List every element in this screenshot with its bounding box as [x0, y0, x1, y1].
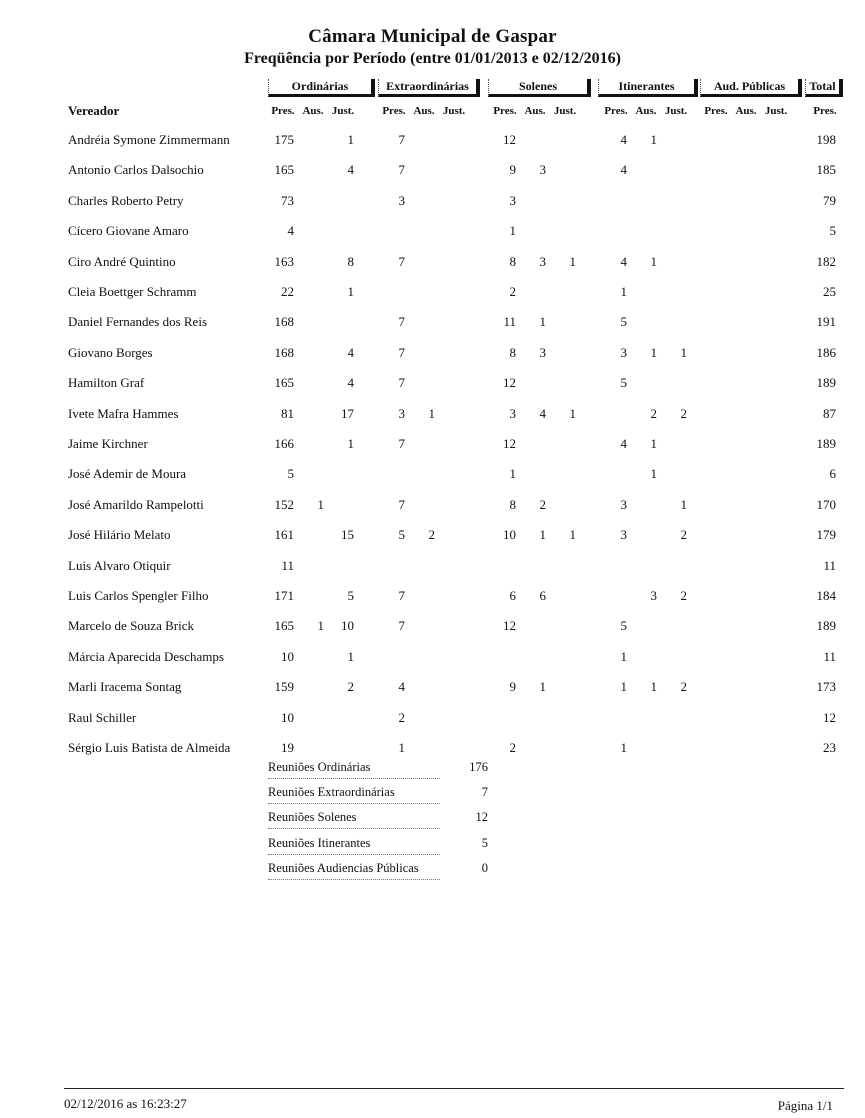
table-cell: 1 — [650, 679, 657, 695]
vereador-column-header: Vereador — [68, 103, 120, 118]
table-cell: 25 — [823, 284, 836, 299]
table-cell: 173 — [816, 679, 836, 695]
vereador-name: Marcelo de Souza Brick — [68, 618, 194, 634]
table-row — [0, 527, 865, 557]
table-cell: 11 — [281, 557, 294, 573]
table-cell: 3 — [620, 527, 627, 543]
table-cell: 4 — [287, 223, 294, 239]
table-cell: 163 — [274, 253, 294, 269]
table-cell: 6 — [539, 588, 546, 603]
subheader: Aus. — [302, 105, 324, 117]
table-cell: 159 — [274, 679, 294, 695]
table-cell: 165 — [274, 618, 294, 634]
table-cell: 8 — [509, 496, 516, 512]
table-cell: 7 — [398, 314, 405, 330]
table-cell: 1 — [569, 405, 576, 421]
table-row — [0, 618, 865, 648]
table-row — [0, 132, 865, 162]
table-cell: 2 — [398, 709, 405, 725]
table-cell: 73 — [281, 192, 294, 208]
table-row — [0, 254, 865, 284]
subheader: Pres. — [382, 105, 406, 117]
table-cell: 5 — [829, 223, 836, 239]
table-cell: 5 — [398, 527, 405, 543]
table-cell: 5 — [620, 375, 627, 391]
subheader: Just. — [442, 105, 466, 117]
subheader: Just. — [664, 105, 688, 117]
table-cell: 4 — [347, 344, 354, 360]
vereador-name: Ciro André Quintino — [68, 253, 176, 269]
vereador-name: Antonio Carlos Dalsochio — [68, 162, 204, 178]
table-cell: 1 — [620, 284, 627, 299]
table-row — [0, 406, 865, 436]
table-cell: 1 — [347, 436, 354, 451]
table-cell: 1 — [650, 132, 657, 147]
footer-divider — [64, 1088, 844, 1089]
table-cell: 171 — [274, 588, 294, 603]
vereador-name: Luis Carlos Spengler Filho — [68, 588, 209, 603]
vereador-name: Andréia Symone Zimmermann — [68, 132, 230, 147]
table-cell: 1 — [509, 223, 516, 239]
summary-row — [268, 861, 488, 883]
vereador-name: Raul Schiller — [68, 709, 137, 725]
vereador-name: José Amarildo Rampelotti — [68, 496, 204, 512]
table-cell: 4 — [539, 405, 546, 421]
table-cell: 1 — [509, 466, 516, 482]
table-cell: 1 — [317, 618, 324, 634]
table-cell: 8 — [509, 344, 516, 360]
summary-label: Reuniões Audiencias Públicas — [268, 861, 440, 880]
table-cell: 1 — [620, 679, 627, 695]
subheader: Pres. — [704, 105, 728, 117]
table-cell: 10 — [503, 527, 516, 543]
summary-label: Reuniões Ordinárias — [268, 760, 440, 779]
table-row — [0, 710, 865, 740]
table-cell: 23 — [823, 740, 836, 755]
table-cell: 15 — [341, 527, 354, 543]
report-title: Câmara Municipal de Gaspar — [308, 26, 557, 47]
table-cell: 2 — [680, 588, 687, 603]
table-cell: 2 — [347, 679, 354, 695]
table-cell: 7 — [398, 132, 405, 147]
table-cell: 7 — [398, 253, 405, 269]
table-cell: 79 — [823, 192, 836, 208]
vereador-name: Luis Alvaro Otiquir — [68, 557, 171, 573]
table-row — [0, 345, 865, 375]
table-cell: 198 — [816, 132, 836, 147]
table-cell: 179 — [816, 527, 836, 543]
vereador-name: Márcia Aparecida Deschamps — [68, 648, 224, 664]
table-cell: 9 — [509, 162, 516, 178]
table-cell: 191 — [816, 314, 836, 330]
table-cell: 3 — [539, 344, 546, 360]
group-header: Extraordinárias — [378, 79, 480, 97]
table-cell: 3 — [398, 405, 405, 421]
subheader: Pres. — [493, 105, 517, 117]
footer-timestamp: 02/12/2016 as 16:23:27 — [64, 1096, 187, 1111]
table-cell: 4 — [398, 679, 405, 695]
table-cell: 1 — [347, 648, 354, 664]
group-header: Aud. Públicas — [700, 79, 802, 97]
vereador-name: José Ademir de Moura — [68, 466, 187, 482]
table-cell: 8 — [509, 253, 516, 269]
table-cell: 1 — [347, 284, 354, 299]
table-cell: 2 — [539, 496, 546, 512]
table-cell: 12 — [503, 132, 516, 147]
table-cell: 2 — [650, 405, 657, 421]
subheader: Pres. — [271, 105, 295, 117]
summary-label: Reuniões Itinerantes — [268, 836, 440, 855]
table-cell: 1 — [650, 344, 657, 360]
table-cell: 12 — [503, 436, 516, 451]
table-cell: 11 — [823, 557, 836, 573]
table-cell: 10 — [341, 618, 354, 634]
vereador-name: Daniel Fernandes dos Reis — [68, 314, 208, 330]
table-cell: 189 — [816, 436, 836, 451]
table-cell: 3 — [398, 192, 405, 208]
summary-value: 7 — [481, 785, 488, 800]
table-cell: 2 — [509, 284, 516, 299]
table-cell: 5 — [620, 618, 627, 634]
table-cell: 166 — [274, 436, 294, 451]
table-cell: 165 — [274, 162, 294, 178]
vereador-name: Sérgio Luis Batista de Almeida — [68, 740, 231, 755]
table-cell: 2 — [680, 679, 687, 695]
table-row — [0, 284, 865, 314]
summary-row — [268, 810, 488, 832]
vereador-name: Giovano Borges — [68, 344, 153, 360]
table-cell: 1 — [650, 253, 657, 269]
table-cell: 3 — [539, 253, 546, 269]
table-cell: 3 — [650, 588, 657, 603]
table-cell: 168 — [274, 314, 294, 330]
table-row — [0, 497, 865, 527]
table-cell: 12 — [503, 375, 516, 391]
table-cell: 1 — [650, 466, 657, 482]
table-cell: 2 — [428, 527, 435, 543]
table-cell: 5 — [347, 588, 354, 603]
table-cell: 152 — [274, 496, 294, 512]
table-cell: 5 — [287, 466, 294, 482]
table-cell: 170 — [816, 496, 836, 512]
summary-label: Reuniões Solenes — [268, 810, 440, 829]
table-cell: 4 — [620, 436, 627, 451]
vereador-name: Cleia Boettger Schramm — [68, 284, 197, 299]
table-row — [0, 558, 865, 588]
table-cell: 1 — [569, 527, 576, 543]
table-cell: 3 — [620, 344, 627, 360]
table-cell: 87 — [823, 405, 836, 421]
table-row — [0, 162, 865, 192]
table-row — [0, 223, 865, 253]
table-cell: 5 — [620, 314, 627, 330]
table-cell: 2 — [509, 740, 516, 755]
table-cell: 1 — [620, 648, 627, 664]
table-cell: 184 — [816, 588, 836, 603]
vereador-name: Ivete Mafra Hammes — [68, 405, 179, 421]
table-cell: 11 — [503, 314, 516, 330]
table-cell: 4 — [620, 162, 627, 178]
subheader: Aus. — [735, 105, 757, 117]
summary-value: 0 — [481, 860, 488, 875]
table-cell: 11 — [823, 648, 836, 664]
table-cell: 81 — [281, 405, 294, 421]
table-cell: 1 — [428, 405, 435, 421]
table-cell: 7 — [398, 436, 405, 451]
table-row — [0, 679, 865, 709]
vereador-name: José Hilário Melato — [68, 527, 171, 543]
vereador-name: Marli Iracema Sontag — [68, 679, 182, 695]
table-row — [0, 436, 865, 466]
table-cell: 186 — [816, 344, 836, 360]
vereador-name: Jaime Kirchner — [68, 436, 148, 451]
table-cell: 1 — [569, 253, 576, 269]
table-cell: 6 — [829, 466, 836, 482]
table-cell: 182 — [816, 253, 836, 269]
table-cell: 7 — [398, 162, 405, 178]
table-row — [0, 193, 865, 223]
table-cell: 4 — [347, 162, 354, 178]
summary-row — [268, 785, 488, 807]
subheader: Aus. — [413, 105, 435, 117]
table-cell: 8 — [347, 253, 354, 269]
group-header: Ordinárias — [268, 79, 375, 97]
table-cell: 168 — [274, 344, 294, 360]
table-cell: 3 — [509, 192, 516, 208]
table-cell: 6 — [509, 588, 516, 603]
subheader: Just. — [764, 105, 788, 117]
table-row — [0, 466, 865, 496]
table-cell: 1 — [539, 679, 546, 695]
table-cell: 22 — [281, 284, 294, 299]
table-cell: 3 — [539, 162, 546, 178]
table-cell: 1 — [620, 740, 627, 755]
subheader: Aus. — [524, 105, 546, 117]
group-header: Total — [805, 79, 843, 97]
subheader: Just. — [331, 105, 355, 117]
table-row — [0, 375, 865, 405]
table-cell: 4 — [347, 375, 354, 391]
table-cell: 189 — [816, 618, 836, 634]
table-cell: 1 — [539, 527, 546, 543]
table-cell: 161 — [274, 527, 294, 543]
table-cell: 1 — [347, 132, 354, 147]
table-cell: 4 — [620, 253, 627, 269]
table-cell: 189 — [816, 375, 836, 391]
table-cell: 3 — [509, 405, 516, 421]
table-cell: 185 — [816, 162, 836, 178]
subheader: Aus. — [635, 105, 657, 117]
table-cell: 165 — [274, 375, 294, 391]
vereador-name: Charles Roberto Petry — [68, 192, 184, 208]
table-cell: 7 — [398, 588, 405, 603]
table-cell: 4 — [620, 132, 627, 147]
table-row — [0, 314, 865, 344]
subheader: Pres. — [604, 105, 628, 117]
table-cell: 7 — [398, 344, 405, 360]
table-cell: 1 — [650, 436, 657, 451]
report-subtitle: Freqüência por Período (entre 01/01/2013 e 02/12/2016) — [244, 50, 621, 67]
summary-value: 176 — [469, 760, 488, 774]
footer-page-number: Página 1/1 — [777, 1098, 833, 1113]
table-cell: 12 — [503, 618, 516, 634]
table-cell: 12 — [823, 709, 836, 725]
table-cell: 7 — [398, 618, 405, 634]
table-cell: 1 — [680, 344, 687, 360]
table-cell: 10 — [281, 709, 294, 725]
table-cell: 1 — [398, 740, 405, 755]
summary-row — [268, 760, 488, 782]
table-cell: 9 — [509, 679, 516, 695]
subheader: Just. — [553, 105, 577, 117]
table-cell: 175 — [274, 132, 294, 147]
table-cell: 10 — [281, 648, 294, 664]
subheader: Pres. — [813, 105, 837, 117]
table-cell: 1 — [680, 496, 687, 512]
vereador-name: Cícero Giovane Amaro — [68, 223, 189, 239]
table-row — [0, 588, 865, 618]
table-cell: 7 — [398, 496, 405, 512]
table-cell: 19 — [281, 740, 294, 755]
table-cell: 7 — [398, 375, 405, 391]
summary-label: Reuniões Extraordinárias — [268, 785, 440, 804]
group-header: Solenes — [488, 79, 591, 97]
group-header: Itinerantes — [598, 79, 698, 97]
summary-value: 12 — [475, 810, 488, 825]
table-cell: 2 — [680, 405, 687, 421]
table-cell: 3 — [620, 496, 627, 512]
table-row — [0, 649, 865, 679]
table-cell: 1 — [539, 314, 546, 330]
vereador-name: Hamilton Graf — [68, 375, 145, 391]
table-cell: 17 — [341, 405, 354, 421]
table-cell: 1 — [317, 496, 324, 512]
summary-value: 5 — [481, 835, 488, 850]
table-cell: 2 — [680, 527, 687, 543]
summary-row — [268, 836, 488, 858]
